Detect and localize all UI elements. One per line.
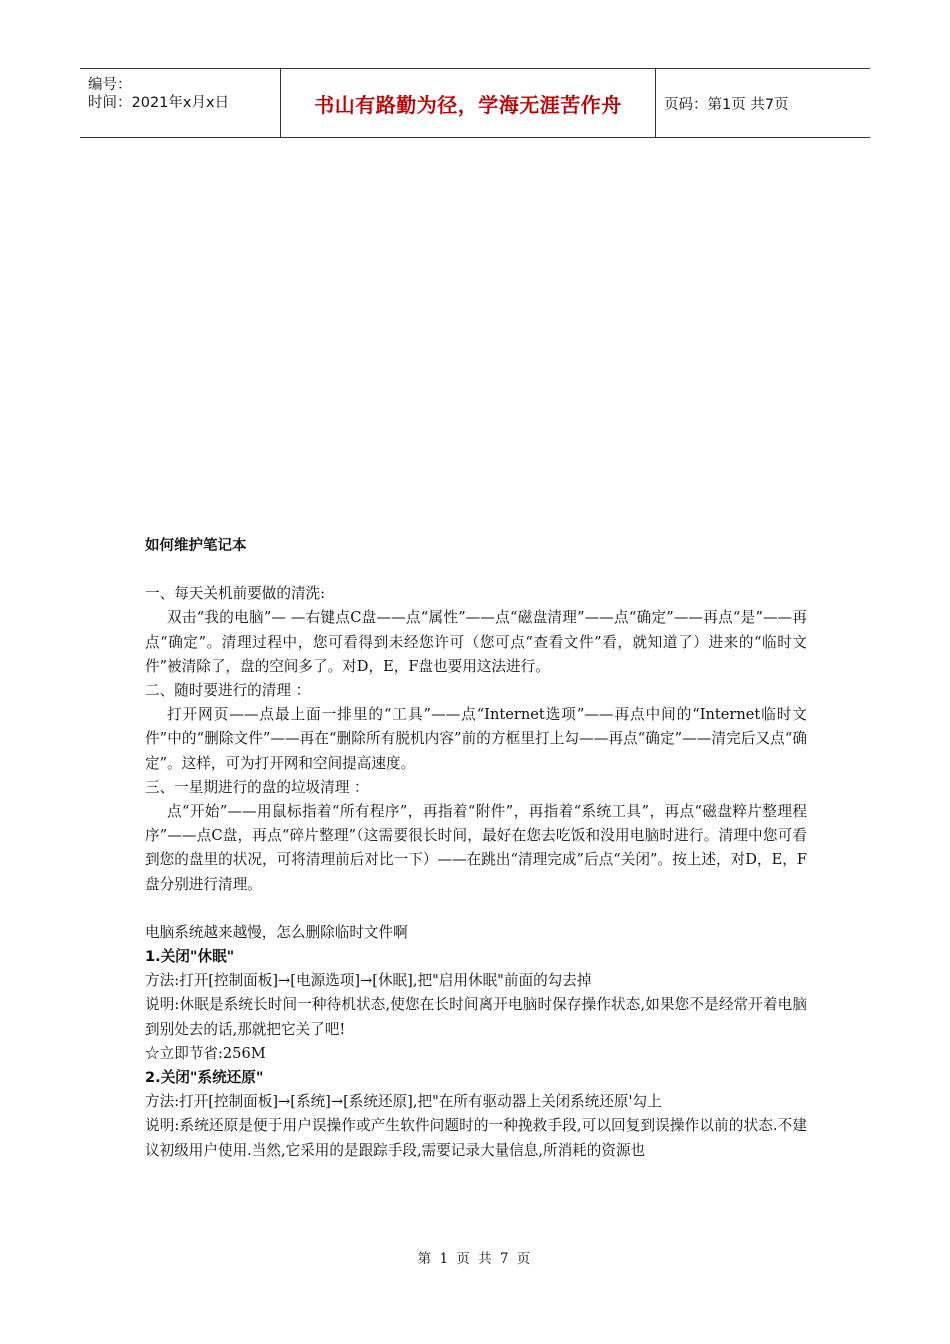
header-motto-cell xyxy=(281,69,656,137)
section-1-heading: 一、每天关机前要做的清洗: xyxy=(145,585,326,603)
header-meta-cell xyxy=(80,69,281,137)
date-label: 时间：2021年x月x日 xyxy=(88,95,230,111)
tip-1-heading: 1.关闭"休眠" xyxy=(145,948,235,966)
page-footer: 第 1 页 共 7 页 xyxy=(417,1251,533,1267)
tip-1-method: 方法:打开[控制面板]→[电源选项]→[休眠],把"启用休眠"前面的勾去掉 xyxy=(145,972,592,990)
section-3-heading: 三、一星期进行的盘的垃圾清理 ： xyxy=(145,778,369,796)
section-3-body: 点“开始”——用鼠标指着“所有程序”，再指着“附件”，再指着“系统工具”，再点“磁盘粹片整理程序”——点C盘，再点“碎片整理”（这需要很长时间，最好在您去吃饭和没用电脑时进行。清理中您可看到您的盘里的状况，可将清理前后对比一下）——在跳出“清理完成”后点“关闭”。按上述，对D，E，F盘分别进行清理。 xyxy=(145,803,807,893)
tip-1-saving: ☆立即节省:256M xyxy=(145,1044,266,1062)
tip-1-description: 说明:休眠是系统长时间一种待机状态,使您在长时间离开电脑时保存操作状态,如果您不是经常开着电脑到别处去的话,那就把它关了吧! xyxy=(145,996,807,1038)
header-table xyxy=(80,68,870,138)
tip-2-description: 说明:系统还原是便于用户误操作或产生软件问题时的一种挽救手段,可以回复到误操作以前的状态.不建议初级用户使用.当然,它采用的是跟踪手段,需要记录大量信息,所消耗的资源也 xyxy=(145,1117,807,1159)
section-1-body: 双击“我的电脑”— —右键点C盘——点“属性”——点“磁盘清理”——点“确定”——再点“是”——再点“确定”。清理过程中，您可看得到未经您许可（您可点“查看文件”看，就知道了）进来的“临时文件”被清除了，盘的空间多了。对D，E，F盘也要用这法进行。 xyxy=(145,609,807,675)
header-page-code: 页码：第1页 共7页 xyxy=(664,96,789,113)
page-title: 如何维护笔记本 xyxy=(145,538,247,554)
document-body xyxy=(145,534,807,1163)
section-2-heading: 二、随时要进行的清理 ： xyxy=(145,682,311,700)
tip-2-method: 方法:打开[控制面板]→[系统]→[系统还原],把"在所有驱动器上关闭系统还原'勾上 xyxy=(145,1093,662,1111)
number-label: 编号： xyxy=(88,77,132,93)
motto: 书山有路勤为径，学海无涯苦作舟 xyxy=(314,92,622,117)
tip-2-heading: 2.关闭"系统还原" xyxy=(145,1069,264,1087)
question-title: 电脑系统越来越慢，怎么删除临时文件啊 xyxy=(145,923,408,941)
section-2-body: 打开网页——点最上面一排里的“工具”——点“Internet选项”——再点中间的“Internet临时文件”中的“删除文件”——再在“删除所有脱机内容”前的方框里打上勾——再点“确定”——清完后又点“确定”。这样，可为打开网和空间提高速度。 xyxy=(145,706,807,772)
